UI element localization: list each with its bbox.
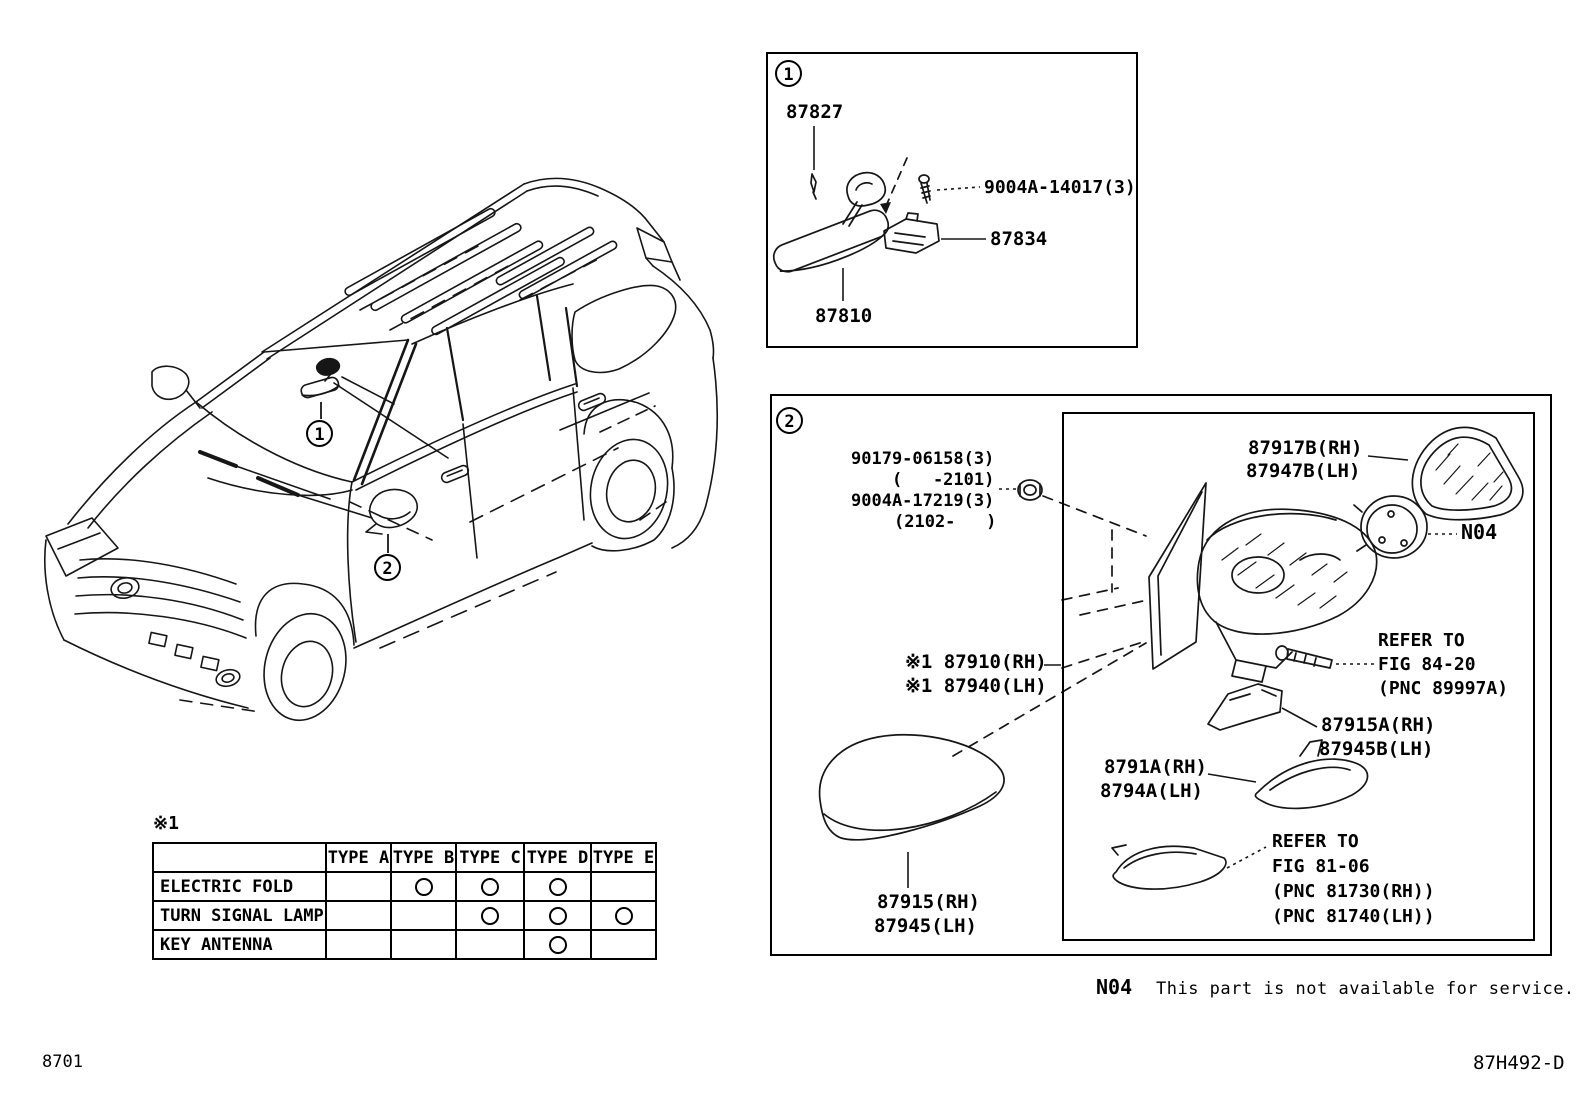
table-row <box>153 901 656 930</box>
cell-mark <box>549 878 567 896</box>
cell-mark <box>415 878 433 896</box>
table-header-type-c: TYPE C <box>456 843 524 872</box>
page-number: 8701 <box>42 1052 83 1072</box>
box1-frame <box>766 52 1138 348</box>
part-label-9004a-17219: 9004A-17219(3) <box>851 491 995 511</box>
far-side-mirror-drawing <box>152 366 200 408</box>
inner-mirror-on-vehicle <box>300 358 340 399</box>
table-footnote-symbol: ※1 <box>153 813 179 834</box>
refer-fig84-line1: REFER TO <box>1378 630 1465 651</box>
refer-fig84-line2: FIG 84-20 <box>1378 654 1476 675</box>
part-label-87910-rh: ※1 87910(RH) <box>905 651 1047 673</box>
part-label-87945b-lh: 87945B(LH) <box>1319 738 1434 760</box>
figure-code: 87H492-D <box>1473 1052 1565 1074</box>
callout-1: 1 <box>306 420 333 447</box>
part-label-9004a-14017: 9004A-14017(3) <box>984 177 1136 198</box>
table-header-row <box>153 843 656 872</box>
cell-mark <box>615 907 633 925</box>
part-label-87915-rh: 87915(RH) <box>877 891 980 913</box>
refer-fig81-line1: REFER TO <box>1272 831 1359 852</box>
row-label-key-antenna: KEY ANTENNA <box>153 930 326 959</box>
part-label-87940-lh: ※1 87940(LH) <box>905 675 1047 697</box>
part-label-87827: 87827 <box>786 101 844 123</box>
cell-mark <box>549 907 567 925</box>
cell-mark <box>481 878 499 896</box>
table-header-type-d: TYPE D <box>524 843 591 872</box>
table-header-type-a: TYPE A <box>326 843 391 872</box>
part-label-87917b-rh: 87917B(RH) <box>1248 437 1363 459</box>
refer-fig84-line3: (PNC 89997A) <box>1378 678 1509 699</box>
table-header-type-b: TYPE B <box>391 843 456 872</box>
part-label-87834: 87834 <box>990 228 1048 250</box>
part-label-90179-06158: 90179-06158(3) <box>851 449 995 469</box>
row-label-turn-signal-lamp: TURN SIGNAL LAMP <box>153 901 326 930</box>
refer-fig81-line4: (PNC 81740(LH)) <box>1272 906 1435 927</box>
cell-mark <box>549 936 567 954</box>
vehicle-drawing <box>45 178 717 729</box>
callout-2: 2 <box>374 554 401 581</box>
part-label-90179-range: ( -2101) <box>892 470 995 490</box>
part-label-9004a-range: (2102- ) <box>894 512 997 532</box>
part-label-8791a-rh: 8791A(RH) <box>1104 756 1207 778</box>
table-header-type-e: TYPE E <box>591 843 656 872</box>
service-note-text: This part is not available for service. <box>1156 979 1575 999</box>
refer-fig81-line3: (PNC 81730(RH)) <box>1272 881 1435 902</box>
service-note-code: N04 <box>1096 975 1133 999</box>
table-row <box>153 872 656 901</box>
outer-mirror-on-vehicle <box>366 489 417 534</box>
table-row <box>153 930 656 959</box>
part-label-87810: 87810 <box>815 305 873 327</box>
box1-number: 1 <box>775 60 802 87</box>
type-spec-table <box>152 842 657 960</box>
part-label-8794a-lh: 8794A(LH) <box>1100 780 1203 802</box>
part-label-87945-lh: 87945(LH) <box>874 915 977 937</box>
label-n04: N04 <box>1461 520 1498 544</box>
part-label-87915a-rh: 87915A(RH) <box>1321 714 1436 736</box>
refer-fig81-line2: FIG 81-06 <box>1272 856 1370 877</box>
row-label-electric-fold: ELECTRIC FOLD <box>153 872 326 901</box>
table-header-blank <box>153 843 326 872</box>
cell-mark <box>481 907 499 925</box>
part-label-87947b-lh: 87947B(LH) <box>1246 460 1361 482</box>
box2-number: 2 <box>776 407 803 434</box>
